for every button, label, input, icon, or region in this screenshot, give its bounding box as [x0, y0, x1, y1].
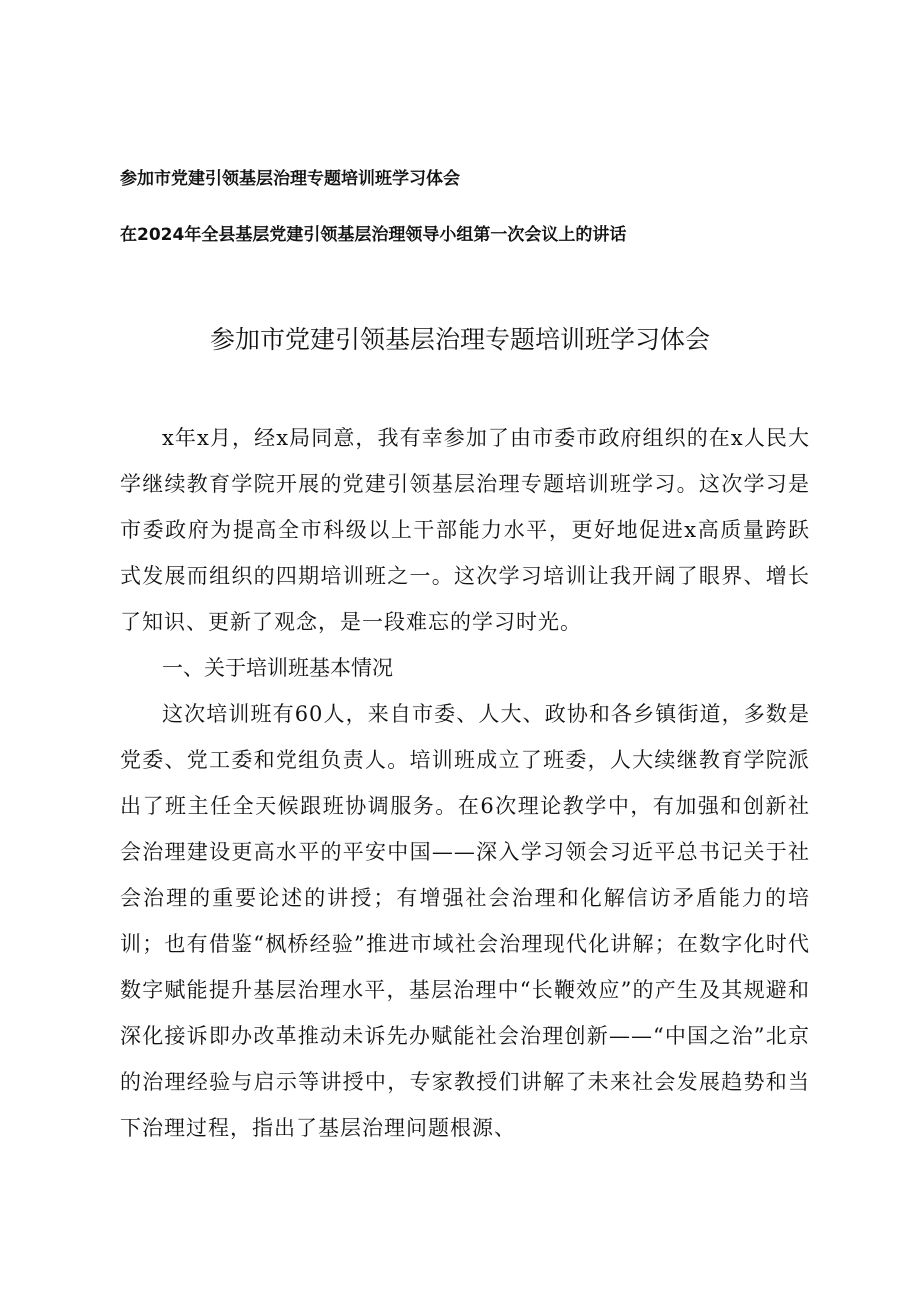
basic-info-paragraph: 这次培训班有60人，来自市委、人大、政协和各乡镇街道，多数是党委、党工委和党组负责人。培训班成立了班委，人大续继教育学院派出了班主任全天候跟班协调服务。在6次理论教学中，有加强和创新社会治理建设更高水平的平安中国——深入学习领会习近平总书记关于社会治理的重要论述的讲授；有增强社会治理和化解信访矛盾能力的培训；也有借鉴“枫桥经验”推进市域社会治理现代化讲解；在数字化时代数字赋能提升基层治理水平，基层治理中“长鞭效应”的产生及其规避和深化接诉即办改革推动未诉先办赋能社会治理创新——“中国之治”北京的治理经验与启示等讲授中，专家教授们讲解了未来社会发展趋势和当下治理过程，指出了基层治理问题根源、	[120, 702, 810, 1140]
document-title: 参加市党建引领基层治理专题培训班学习体会	[209, 325, 710, 354]
toc-item-meeting-speech[interactable]: 在2024年全县基层党建引领基层治理领导小组第一次会议上的讲话	[120, 225, 627, 245]
toc-item-study-experience[interactable]: 参加市党建引领基层治理专题培训班学习体会	[120, 169, 460, 189]
intro-paragraph: x年x月，经x局同意，我有幸参加了由市委市政府组织的在x人民大学继续教育学院开展的党建引领基层治理专题培训班学习。这次学习是市委政府为提高全市科级以上干部能力水平，更好地促进x高质量跨跃式发展而组织的四期培训班之一。这次学习培训让我开阔了眼界、增长了知识、更新了观念，是一段难忘的学习时光。	[120, 426, 810, 634]
document-body	[120, 415, 810, 1151]
table-of-contents	[120, 168, 820, 246]
section-heading-basic-info: 一、关于培训班基本情况	[162, 656, 393, 680]
